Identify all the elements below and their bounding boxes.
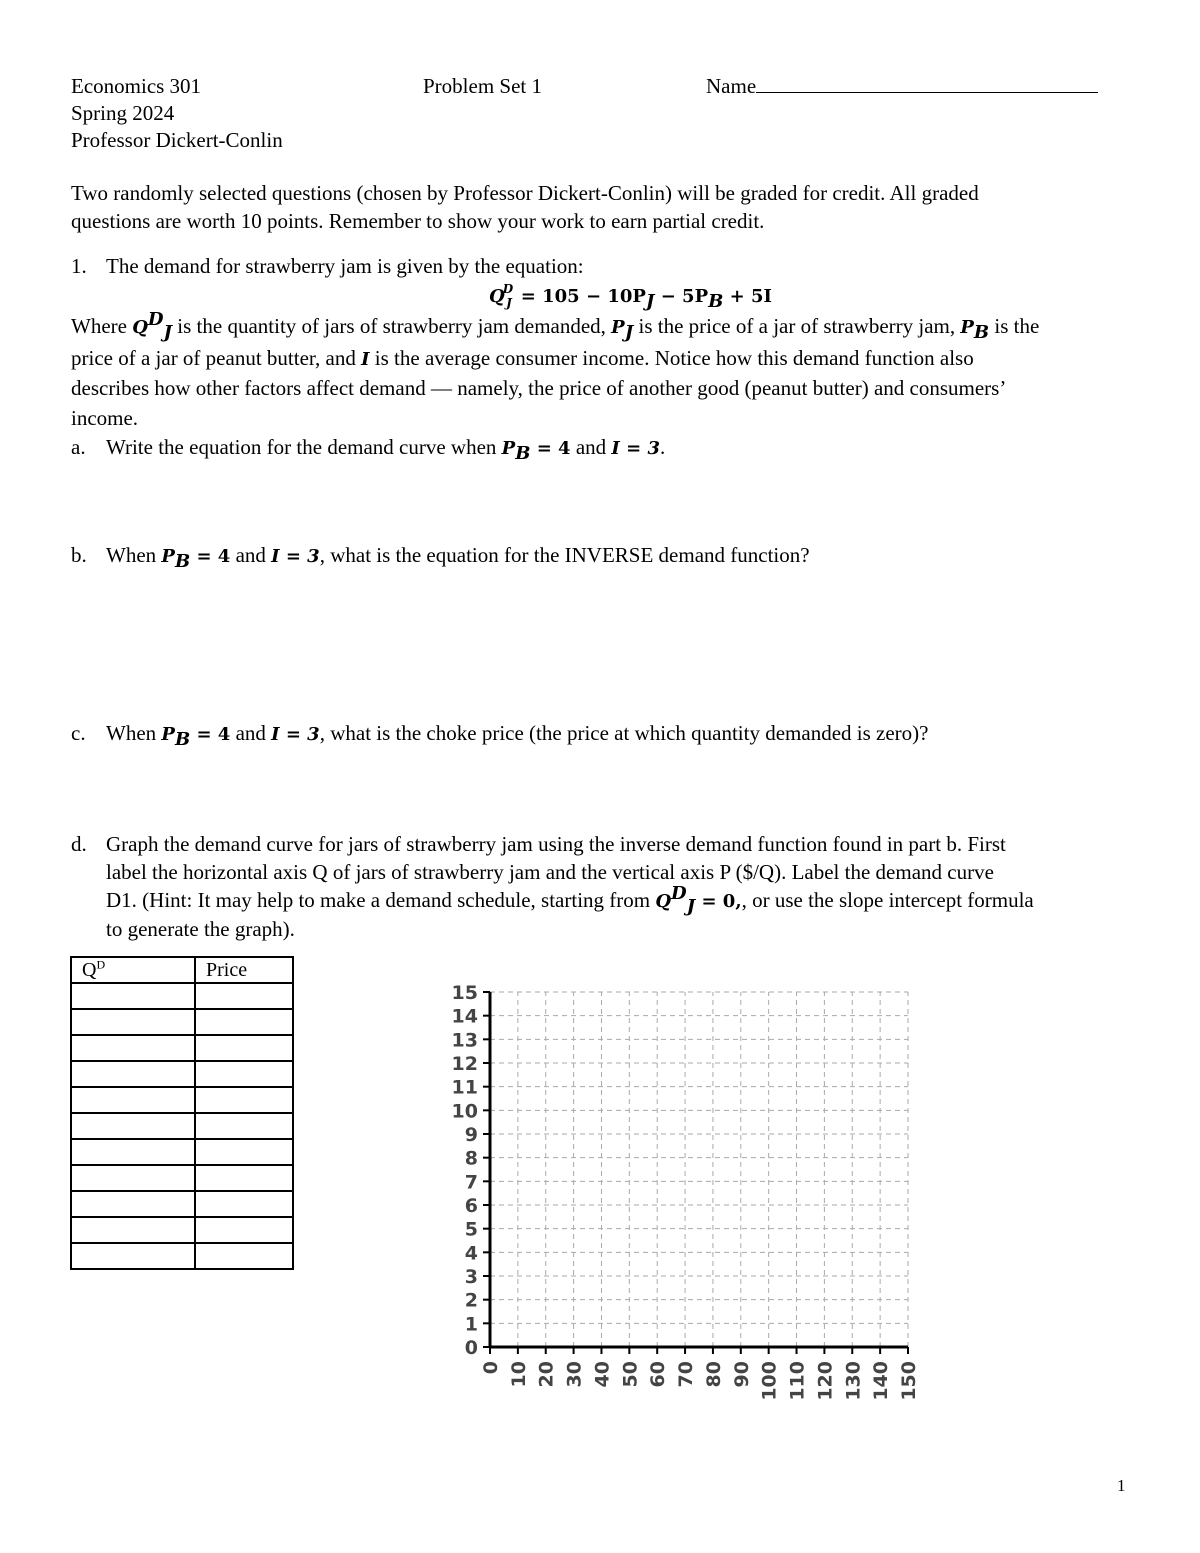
where-line-4: income. [71,406,139,430]
where-pj-sub: J [624,322,634,344]
where-i: I [361,349,370,370]
qd-cell[interactable] [71,1035,195,1061]
question-lead: The demand for strawberry jam is given by the equation: [106,254,584,278]
where-text-f: is the average consumer income. Notice how this demand function also [369,346,974,370]
x-tick-label: 150 [898,1361,920,1401]
y-tick-label: 12 [451,1053,478,1075]
intro-line-1: Two randomly selected questions (chosen by Professor Dickert-Conlin) will be graded for credit. All graded [71,181,979,205]
eq-q-sup: D [502,282,514,296]
x-tick-label: 110 [786,1361,809,1401]
x-tick-label: 130 [842,1361,865,1401]
course-name: Economics 301 [71,74,202,98]
table-row [71,1113,293,1139]
eq-pj-sub: J [645,291,655,313]
x-tick-label: 120 [814,1361,837,1401]
table-row [71,1087,293,1113]
y-tick-label: 10 [451,1100,478,1123]
part-d-q-sub: J [686,896,696,918]
table-row [71,1165,293,1191]
qd-cell[interactable] [71,1087,195,1113]
part-b-t1: When [106,543,162,567]
x-tick-label: 10 [507,1361,530,1388]
name-label: Name [706,74,757,98]
part-d-label: d. [71,832,87,856]
part-c-pb-val: = 4 [190,724,231,745]
where-pj: P [611,317,625,338]
y-tick-label: 5 [464,1218,478,1241]
qd-cell[interactable] [71,1243,195,1269]
y-tick-label: 15 [451,982,478,1004]
part-a-text [106,433,665,463]
header-price: Price [195,957,293,983]
price-cell[interactable] [195,1139,293,1165]
table-row [71,1035,293,1061]
demand-graph[interactable] [440,975,930,1405]
x-tick-label: 60 [647,1361,670,1388]
price-cell[interactable] [195,1087,293,1113]
part-b-pb-val: = 4 [190,546,231,567]
part-b-pb-sub: B [174,551,191,573]
where-q-sub: J [163,322,173,344]
part-d-line-3b: , or use the slope intercept formula [741,888,1034,912]
table-header-row [71,957,293,983]
part-c-t2: and [230,721,272,745]
part-b-label: b. [71,543,87,567]
y-tick-label: 1 [464,1313,478,1336]
eq-q-sub: J [506,296,512,310]
y-tick-label: 7 [464,1171,478,1194]
term: Spring 2024 [71,101,175,125]
x-tick-label: 20 [535,1361,558,1388]
qd-cell[interactable] [71,1009,195,1035]
price-cell[interactable] [195,983,293,1009]
x-tick-label: 40 [591,1361,614,1388]
part-d-line-3a: D1. (Hint: It may help to make a demand schedule, starting from [106,888,656,912]
table-row [71,1217,293,1243]
qd-cell[interactable] [71,1217,195,1243]
table-row [71,983,293,1009]
part-c-pb: P [161,724,175,745]
page-number: 1 [1117,1476,1126,1495]
table-row [71,1191,293,1217]
where-text-c: is the price of a jar of strawberry jam, [633,314,961,338]
part-a-t3: . [659,435,666,459]
part-a-pb-sub: B [515,443,531,465]
x-tick-label: 0 [480,1361,502,1375]
part-d-q-sup: D [671,883,687,904]
part-d-q: Q [655,891,672,912]
where-text-d: is the [989,314,1040,338]
part-b-t2: and [230,543,272,567]
where-q-sup: D [147,309,164,330]
where-text-a: Where [71,314,133,338]
price-cell[interactable] [195,1217,293,1243]
price-cell[interactable] [195,1035,293,1061]
y-tick-label: 13 [451,1029,478,1052]
where-line-2 [71,344,974,374]
y-tick-label: 4 [464,1242,478,1265]
part-b-t3: , what is the equation for the INVERSE demand function? [319,543,810,567]
name-blank-line[interactable] [756,72,1098,93]
table-row [71,1243,293,1269]
x-tick-label: 70 [675,1361,698,1388]
demand-schedule-table [70,956,294,1270]
part-a-pb: P [501,438,516,459]
price-cell[interactable] [195,1191,293,1217]
part-c-i: I = 3 [271,724,320,745]
y-tick-label: 11 [451,1076,478,1099]
header-q-sup: D [96,957,106,972]
where-text-e: price of a jar of peanut butter, and [71,346,362,370]
eq-part3: + 5I [723,286,772,307]
where-pb-sub: B [973,322,990,344]
y-tick-label: 0 [464,1337,478,1359]
x-tick-label: 90 [730,1361,753,1388]
qd-cell[interactable] [71,1113,195,1139]
price-cell[interactable] [195,1009,293,1035]
y-tick-label: 9 [464,1124,478,1146]
table-row [71,1139,293,1165]
part-d-q-zero: = 0, [695,891,742,912]
part-b-pb: P [161,546,175,567]
part-a-t1: Write the equation for the demand curve when [106,435,502,459]
demand-equation [489,281,772,312]
price-cell[interactable] [195,1113,293,1139]
x-tick-label: 50 [619,1361,642,1388]
y-tick-label: 14 [451,1005,478,1028]
eq-part2: − 5P [654,286,709,307]
part-a-i: I = 3 [611,438,660,459]
y-tick-label: 3 [464,1266,478,1288]
where-line-3: describes how other factors affect demand — namely, the price of another good (peanut butter) and consumers’ [71,376,1007,400]
qd-cell[interactable] [71,1165,195,1191]
part-d-line-4: to generate the graph). [106,917,295,941]
part-a-label: a. [71,435,86,459]
qd-cell[interactable] [71,1061,195,1087]
part-c-t1: When [106,721,162,745]
part-a-pb-val: = 4 [530,438,571,459]
eq-part1: = 105 − 10P [520,286,646,307]
part-d-line-3 [106,883,1034,918]
table-row [71,1009,293,1035]
part-c-pb-sub: B [174,729,191,751]
x-tick-label: 100 [758,1361,781,1401]
price-cell[interactable] [195,1061,293,1087]
where-text-b: is the quantity of jars of strawberry jam demanded, [172,314,612,338]
eq-pb-sub: B [708,291,724,313]
qd-cell[interactable] [71,983,195,1009]
part-d-line-1: Graph the demand curve for jars of strawberry jam using the inverse demand function found in part b. First [106,832,1006,856]
header-qd [71,957,195,983]
part-c-label: c. [71,721,86,745]
where-line-1 [71,309,1040,344]
part-b-text [106,541,810,571]
part-c-text [106,719,928,749]
qd-cell[interactable] [71,1139,195,1165]
part-a-t2: and [570,435,612,459]
price-cell[interactable] [195,1165,293,1191]
problem-set-title: Problem Set 1 [423,74,542,98]
qd-cell[interactable] [71,1191,195,1217]
x-tick-label: 30 [563,1361,586,1388]
part-b-i: I = 3 [271,546,320,567]
part-d-line-2: label the horizontal axis Q of jars of strawberry jam and the vertical axis P ($/Q). Label the demand curve [106,860,994,884]
part-c-t3: , what is the choke price (the price at which quantity demanded is zero)? [319,721,929,745]
x-tick-label: 80 [702,1361,725,1388]
intro-line-2: questions are worth 10 points. Remember to show your work to earn partial credit. [71,209,765,233]
table-row [71,1061,293,1087]
header-q-text: Q [82,959,97,981]
where-pb: P [960,317,974,338]
y-tick-label: 6 [464,1195,478,1217]
y-tick-label: 2 [464,1289,478,1312]
name-field[interactable] [706,72,1098,100]
x-tick-label: 140 [870,1361,893,1401]
question-number: 1. [71,254,87,278]
eq-q: Q [489,286,505,307]
price-cell[interactable] [195,1243,293,1269]
professor: Professor Dickert-Conlin [71,128,283,152]
y-tick-label: 8 [464,1147,478,1170]
where-q: Q [132,317,148,338]
